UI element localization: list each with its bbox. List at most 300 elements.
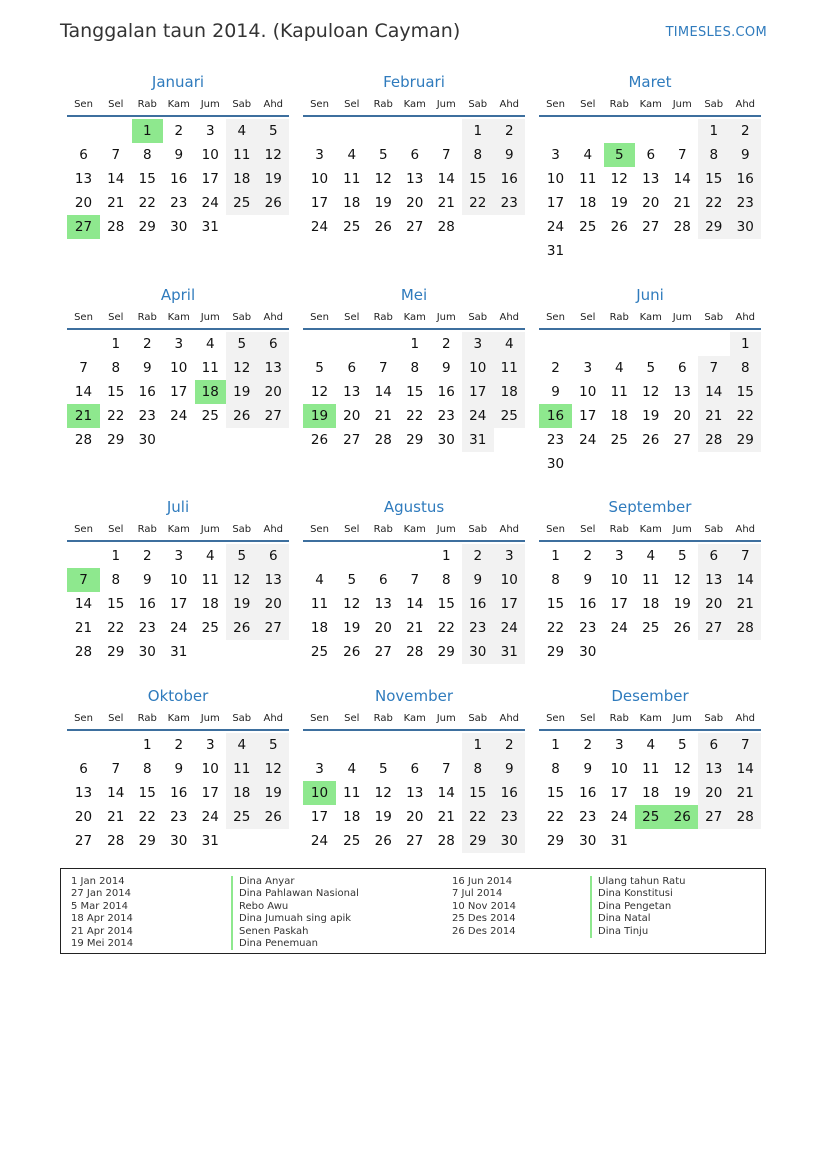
day-cell[interactable]: 13 (698, 757, 730, 781)
day-cell[interactable]: 27 (698, 805, 730, 829)
day-cell[interactable]: 5 (226, 332, 258, 356)
day-cell[interactable]: 3 (462, 332, 494, 356)
day-cell[interactable]: 27 (258, 616, 290, 640)
day-cell[interactable]: 19 (343, 620, 361, 636)
day-cell[interactable]: 7 (677, 147, 687, 163)
day-cell[interactable]: 14 (673, 171, 691, 187)
day-cell[interactable]: 17 (494, 592, 526, 616)
day-cell[interactable]: 3 (583, 360, 593, 376)
day-cell[interactable]: 30 (170, 219, 188, 235)
day-cell[interactable]: 26 (258, 191, 290, 215)
day-cell[interactable]: 19 (258, 781, 290, 805)
day-cell[interactable]: 24 (579, 432, 597, 448)
day-cell[interactable]: 23 (494, 805, 526, 829)
day-cell[interactable]: 27 (642, 219, 660, 235)
day-cell[interactable]: 6 (79, 761, 88, 777)
day-cell[interactable]: 15 (437, 596, 455, 612)
day-cell[interactable]: 5 (226, 544, 258, 568)
day-cell[interactable]: 22 (107, 408, 125, 424)
day-cell[interactable]: 23 (138, 408, 156, 424)
day-cell[interactable]: 1 (730, 332, 762, 356)
day-cell[interactable]: 6 (410, 761, 420, 777)
day-cell[interactable]: 27 (698, 616, 730, 640)
day-cell[interactable]: 13 (74, 171, 93, 187)
day-cell[interactable]: 27 (343, 432, 361, 448)
day-cell[interactable]: 21 (107, 195, 125, 211)
day-cell[interactable]: 4 (583, 147, 593, 163)
day-cell[interactable]: 28 (74, 432, 93, 448)
day-cell[interactable]: 18 (226, 167, 258, 191)
day-cell[interactable]: 27 (406, 219, 424, 235)
day-cell[interactable]: 29 (107, 644, 125, 660)
day-cell[interactable]: 5 (258, 119, 290, 143)
day-cell[interactable]: 5 (646, 360, 656, 376)
day-cell[interactable]: 8 (111, 360, 121, 376)
day-cell[interactable]: 25 (226, 191, 258, 215)
day-cell[interactable]: 15 (107, 596, 125, 612)
day-cell[interactable]: 27 (258, 404, 290, 428)
day-cell[interactable]: 8 (551, 572, 560, 588)
day-cell[interactable]: 3 (174, 548, 184, 564)
day-cell[interactable]: 18 (310, 620, 329, 636)
day-cell-holiday[interactable]: 1 (132, 119, 164, 143)
day-cell[interactable]: 22 (698, 191, 730, 215)
day-cell[interactable]: 2 (462, 544, 494, 568)
day-cell[interactable]: 15 (546, 596, 565, 612)
day-cell[interactable]: 6 (698, 733, 730, 757)
day-cell[interactable]: 28 (673, 219, 691, 235)
day-cell[interactable]: 1 (142, 737, 152, 753)
day-cell[interactable]: 12 (226, 356, 258, 380)
day-cell[interactable]: 31 (546, 243, 565, 259)
day-cell[interactable]: 12 (642, 384, 660, 400)
day-cell[interactable]: 8 (410, 360, 420, 376)
day-cell[interactable]: 6 (258, 544, 290, 568)
day-cell[interactable]: 19 (610, 195, 628, 211)
day-cell[interactable]: 14 (374, 384, 392, 400)
day-cell[interactable]: 13 (343, 384, 361, 400)
day-cell[interactable]: 23 (462, 616, 494, 640)
day-cell[interactable]: 31 (201, 833, 219, 849)
day-cell[interactable]: 10 (201, 761, 219, 777)
day-cell[interactable]: 7 (111, 147, 121, 163)
day-cell[interactable]: 22 (107, 620, 125, 636)
day-cell[interactable]: 11 (201, 572, 219, 588)
day-cell[interactable]: 23 (494, 191, 526, 215)
day-cell[interactable]: 23 (138, 620, 156, 636)
day-cell[interactable]: 27 (74, 833, 93, 849)
day-cell[interactable]: 12 (343, 596, 361, 612)
day-cell[interactable]: 29 (107, 432, 125, 448)
day-cell[interactable]: 5 (378, 761, 388, 777)
day-cell[interactable]: 25 (642, 620, 660, 636)
day-cell[interactable]: 15 (462, 167, 494, 191)
day-cell[interactable]: 12 (673, 761, 691, 777)
day-cell[interactable]: 12 (374, 785, 392, 801)
day-cell[interactable]: 17 (546, 195, 565, 211)
day-cell-holiday[interactable]: 7 (67, 568, 100, 592)
day-cell[interactable]: 24 (310, 833, 329, 849)
day-cell[interactable]: 26 (226, 616, 258, 640)
day-cell[interactable]: 28 (437, 833, 455, 849)
day-cell[interactable]: 15 (730, 380, 762, 404)
day-cell[interactable]: 18 (343, 809, 361, 825)
day-cell-holiday[interactable]: 10 (303, 781, 336, 805)
day-cell[interactable]: 3 (174, 336, 184, 352)
day-cell[interactable]: 14 (74, 596, 93, 612)
day-cell[interactable]: 11 (642, 572, 660, 588)
day-cell[interactable]: 16 (170, 785, 188, 801)
day-cell[interactable]: 2 (583, 548, 593, 564)
day-cell[interactable]: 7 (441, 761, 451, 777)
day-cell[interactable]: 8 (730, 356, 762, 380)
day-cell[interactable]: 29 (462, 829, 494, 853)
day-cell[interactable]: 15 (546, 785, 565, 801)
day-cell[interactable]: 24 (310, 219, 329, 235)
day-cell[interactable]: 16 (579, 785, 597, 801)
day-cell[interactable]: 18 (201, 596, 219, 612)
day-cell[interactable]: 23 (437, 408, 455, 424)
day-cell[interactable]: 30 (579, 644, 597, 660)
day-cell[interactable]: 6 (347, 360, 357, 376)
day-cell[interactable]: 13 (642, 171, 660, 187)
day-cell[interactable]: 10 (610, 761, 628, 777)
day-cell[interactable]: 17 (310, 195, 329, 211)
day-cell[interactable]: 14 (437, 171, 455, 187)
day-cell[interactable]: 12 (310, 384, 329, 400)
day-cell[interactable]: 5 (677, 548, 687, 564)
day-cell[interactable]: 18 (642, 785, 660, 801)
day-cell-holiday[interactable]: 27 (67, 215, 100, 239)
day-cell[interactable]: 26 (258, 805, 290, 829)
day-cell[interactable]: 7 (79, 360, 88, 376)
day-cell[interactable]: 3 (614, 548, 624, 564)
day-cell[interactable]: 11 (201, 360, 219, 376)
day-cell[interactable]: 29 (546, 644, 565, 660)
day-cell[interactable]: 6 (410, 147, 420, 163)
day-cell[interactable]: 31 (462, 428, 494, 452)
day-cell[interactable]: 4 (315, 572, 324, 588)
day-cell[interactable]: 25 (579, 219, 597, 235)
day-cell[interactable]: 30 (138, 432, 156, 448)
day-cell[interactable]: 28 (107, 219, 125, 235)
day-cell[interactable]: 15 (138, 785, 156, 801)
day-cell[interactable]: 16 (437, 384, 455, 400)
day-cell[interactable]: 22 (138, 195, 156, 211)
day-cell[interactable]: 14 (698, 380, 730, 404)
day-cell[interactable]: 10 (610, 572, 628, 588)
day-cell[interactable]: 17 (201, 785, 219, 801)
day-cell[interactable]: 25 (226, 805, 258, 829)
day-cell[interactable]: 11 (494, 356, 526, 380)
day-cell[interactable]: 19 (673, 596, 691, 612)
day-cell[interactable]: 16 (579, 596, 597, 612)
day-cell[interactable]: 17 (310, 809, 329, 825)
day-cell[interactable]: 17 (201, 171, 219, 187)
day-cell[interactable]: 19 (226, 592, 258, 616)
day-cell[interactable]: 28 (698, 428, 730, 452)
day-cell[interactable]: 13 (406, 785, 424, 801)
day-cell[interactable]: 28 (406, 644, 424, 660)
day-cell[interactable]: 22 (546, 809, 565, 825)
day-cell[interactable]: 24 (546, 219, 565, 235)
day-cell[interactable]: 17 (462, 380, 494, 404)
day-cell[interactable]: 29 (437, 644, 455, 660)
day-cell[interactable]: 6 (698, 544, 730, 568)
day-cell[interactable]: 29 (546, 833, 565, 849)
day-cell-holiday[interactable]: 16 (539, 404, 572, 428)
day-cell[interactable]: 18 (226, 781, 258, 805)
day-cell[interactable]: 22 (462, 805, 494, 829)
day-cell[interactable]: 12 (374, 171, 392, 187)
day-cell[interactable]: 4 (347, 761, 357, 777)
day-cell[interactable]: 20 (406, 809, 424, 825)
day-cell[interactable]: 6 (646, 147, 656, 163)
day-cell[interactable]: 20 (374, 620, 392, 636)
day-cell[interactable]: 16 (170, 171, 188, 187)
day-cell[interactable]: 24 (610, 809, 628, 825)
day-cell[interactable]: 21 (437, 195, 455, 211)
day-cell[interactable]: 25 (343, 219, 361, 235)
day-cell[interactable]: 9 (583, 572, 593, 588)
day-cell[interactable]: 1 (111, 548, 121, 564)
day-cell[interactable]: 2 (441, 336, 451, 352)
day-cell[interactable]: 19 (374, 195, 392, 211)
day-cell[interactable]: 6 (79, 147, 88, 163)
day-cell[interactable]: 11 (310, 596, 329, 612)
day-cell[interactable]: 7 (410, 572, 420, 588)
day-cell[interactable]: 14 (406, 596, 424, 612)
day-cell[interactable]: 17 (170, 596, 188, 612)
day-cell[interactable]: 9 (494, 143, 526, 167)
day-cell[interactable]: 29 (138, 833, 156, 849)
day-cell[interactable]: 3 (315, 761, 324, 777)
day-cell[interactable]: 7 (441, 147, 451, 163)
day-cell[interactable]: 16 (494, 781, 526, 805)
day-cell[interactable]: 2 (174, 737, 184, 753)
day-cell[interactable]: 22 (730, 404, 762, 428)
day-cell[interactable]: 23 (579, 809, 597, 825)
day-cell[interactable]: 17 (579, 408, 597, 424)
day-cell[interactable]: 20 (258, 380, 290, 404)
day-cell[interactable]: 5 (258, 733, 290, 757)
day-cell[interactable]: 5 (347, 572, 357, 588)
day-cell[interactable]: 15 (138, 171, 156, 187)
day-cell[interactable]: 20 (406, 195, 424, 211)
day-cell[interactable]: 22 (406, 408, 424, 424)
day-cell[interactable]: 21 (730, 592, 762, 616)
day-cell[interactable]: 24 (462, 404, 494, 428)
day-cell[interactable]: 1 (551, 548, 560, 564)
day-cell[interactable]: 9 (174, 761, 184, 777)
day-cell[interactable]: 16 (138, 384, 156, 400)
day-cell[interactable]: 15 (698, 167, 730, 191)
day-cell[interactable]: 10 (310, 171, 329, 187)
day-cell[interactable]: 25 (201, 620, 219, 636)
day-cell[interactable]: 31 (201, 219, 219, 235)
day-cell[interactable]: 4 (347, 147, 357, 163)
day-cell[interactable]: 2 (494, 119, 526, 143)
day-cell[interactable]: 19 (374, 809, 392, 825)
day-cell[interactable]: 20 (698, 592, 730, 616)
day-cell[interactable]: 18 (343, 195, 361, 211)
day-cell[interactable]: 12 (226, 568, 258, 592)
day-cell[interactable]: 30 (494, 829, 526, 853)
day-cell[interactable]: 9 (494, 757, 526, 781)
day-cell[interactable]: 11 (226, 143, 258, 167)
day-cell[interactable]: 20 (258, 592, 290, 616)
day-cell[interactable]: 14 (730, 757, 762, 781)
day-cell[interactable]: 11 (610, 384, 628, 400)
day-cell[interactable]: 28 (74, 644, 93, 660)
day-cell[interactable]: 10 (201, 147, 219, 163)
day-cell[interactable]: 9 (174, 147, 184, 163)
day-cell[interactable]: 23 (730, 191, 762, 215)
day-cell[interactable]: 1 (410, 336, 420, 352)
day-cell[interactable]: 13 (698, 568, 730, 592)
day-cell[interactable]: 24 (170, 408, 188, 424)
day-cell[interactable]: 13 (406, 171, 424, 187)
day-cell[interactable]: 11 (642, 761, 660, 777)
day-cell[interactable]: 23 (170, 809, 188, 825)
day-cell[interactable]: 9 (441, 360, 451, 376)
day-cell[interactable]: 24 (201, 195, 219, 211)
day-cell[interactable]: 14 (437, 785, 455, 801)
day-cell[interactable]: 18 (642, 596, 660, 612)
day-cell[interactable]: 26 (374, 833, 392, 849)
day-cell[interactable]: 9 (730, 143, 762, 167)
day-cell[interactable]: 8 (698, 143, 730, 167)
day-cell[interactable]: 1 (698, 119, 730, 143)
day-cell[interactable]: 25 (310, 644, 329, 660)
day-cell[interactable]: 7 (730, 544, 762, 568)
day-cell[interactable]: 7 (111, 761, 121, 777)
day-cell[interactable]: 8 (142, 147, 152, 163)
day-cell[interactable]: 3 (551, 147, 560, 163)
day-cell[interactable]: 13 (258, 568, 290, 592)
day-cell[interactable]: 26 (642, 432, 660, 448)
day-cell[interactable]: 24 (170, 620, 188, 636)
day-cell[interactable]: 1 (462, 733, 494, 757)
day-cell[interactable]: 19 (642, 408, 660, 424)
day-cell[interactable]: 28 (437, 219, 455, 235)
day-cell[interactable]: 31 (170, 644, 188, 660)
day-cell[interactable]: 17 (610, 785, 628, 801)
day-cell[interactable]: 14 (74, 384, 93, 400)
day-cell[interactable]: 3 (315, 147, 324, 163)
day-cell[interactable]: 21 (74, 620, 93, 636)
day-cell[interactable]: 18 (494, 380, 526, 404)
day-cell[interactable]: 2 (730, 119, 762, 143)
day-cell[interactable]: 29 (406, 432, 424, 448)
day-cell[interactable]: 10 (462, 356, 494, 380)
day-cell[interactable]: 24 (494, 616, 526, 640)
day-cell[interactable]: 19 (258, 167, 290, 191)
day-cell[interactable]: 27 (406, 833, 424, 849)
day-cell-holiday[interactable]: 26 (667, 805, 699, 829)
day-cell[interactable]: 30 (579, 833, 597, 849)
day-cell[interactable]: 26 (610, 219, 628, 235)
day-cell[interactable]: 31 (494, 640, 526, 664)
day-cell[interactable]: 2 (142, 548, 152, 564)
day-cell[interactable]: 1 (462, 119, 494, 143)
day-cell[interactable]: 20 (343, 408, 361, 424)
day-cell[interactable]: 20 (74, 195, 93, 211)
day-cell[interactable]: 30 (138, 644, 156, 660)
day-cell[interactable]: 25 (494, 404, 526, 428)
day-cell[interactable]: 23 (170, 195, 188, 211)
day-cell[interactable]: 21 (698, 404, 730, 428)
day-cell[interactable]: 8 (111, 572, 121, 588)
day-cell[interactable]: 12 (610, 171, 628, 187)
day-cell[interactable]: 18 (610, 408, 628, 424)
day-cell[interactable]: 3 (614, 737, 624, 753)
day-cell[interactable]: 4 (494, 332, 526, 356)
day-cell[interactable]: 2 (174, 123, 184, 139)
day-cell[interactable]: 30 (730, 215, 762, 239)
brand-link[interactable]: TIMESLES.COM (665, 25, 767, 40)
day-cell[interactable]: 3 (205, 737, 215, 753)
day-cell[interactable]: 6 (258, 332, 290, 356)
day-cell[interactable]: 13 (258, 356, 290, 380)
day-cell[interactable]: 15 (107, 384, 125, 400)
day-cell[interactable]: 22 (546, 620, 565, 636)
day-cell[interactable]: 3 (494, 544, 526, 568)
day-cell-holiday[interactable]: 19 (303, 404, 336, 428)
day-cell[interactable]: 26 (343, 644, 361, 660)
day-cell[interactable]: 6 (677, 360, 687, 376)
day-cell[interactable]: 10 (579, 384, 597, 400)
day-cell[interactable]: 20 (673, 408, 691, 424)
day-cell[interactable]: 13 (374, 596, 392, 612)
day-cell[interactable]: 8 (462, 757, 494, 781)
day-cell[interactable]: 30 (546, 456, 565, 472)
day-cell-holiday[interactable]: 18 (195, 380, 227, 404)
day-cell-holiday[interactable]: 25 (635, 805, 667, 829)
day-cell[interactable]: 25 (343, 833, 361, 849)
day-cell[interactable]: 31 (610, 833, 628, 849)
day-cell[interactable]: 4 (646, 737, 656, 753)
day-cell[interactable]: 7 (378, 360, 388, 376)
day-cell[interactable]: 4 (226, 119, 258, 143)
day-cell[interactable]: 5 (378, 147, 388, 163)
day-cell[interactable]: 20 (642, 195, 660, 211)
day-cell[interactable]: 13 (673, 384, 691, 400)
day-cell[interactable]: 20 (74, 809, 93, 825)
day-cell[interactable]: 29 (698, 215, 730, 239)
day-cell[interactable]: 8 (462, 143, 494, 167)
day-cell[interactable]: 2 (142, 336, 152, 352)
day-cell[interactable]: 2 (494, 733, 526, 757)
day-cell[interactable]: 22 (462, 191, 494, 215)
day-cell[interactable]: 9 (142, 572, 152, 588)
day-cell[interactable]: 4 (226, 733, 258, 757)
day-cell[interactable]: 8 (142, 761, 152, 777)
day-cell[interactable]: 28 (730, 805, 762, 829)
day-cell[interactable]: 13 (74, 785, 93, 801)
day-cell[interactable]: 22 (138, 809, 156, 825)
day-cell[interactable]: 30 (462, 640, 494, 664)
day-cell[interactable]: 28 (107, 833, 125, 849)
day-cell[interactable]: 6 (378, 572, 388, 588)
day-cell[interactable]: 7 (730, 733, 762, 757)
day-cell[interactable]: 10 (170, 360, 188, 376)
day-cell[interactable]: 9 (583, 761, 593, 777)
day-cell[interactable]: 25 (201, 408, 219, 424)
day-cell[interactable]: 17 (610, 596, 628, 612)
day-cell[interactable]: 21 (107, 809, 125, 825)
day-cell[interactable]: 12 (258, 757, 290, 781)
